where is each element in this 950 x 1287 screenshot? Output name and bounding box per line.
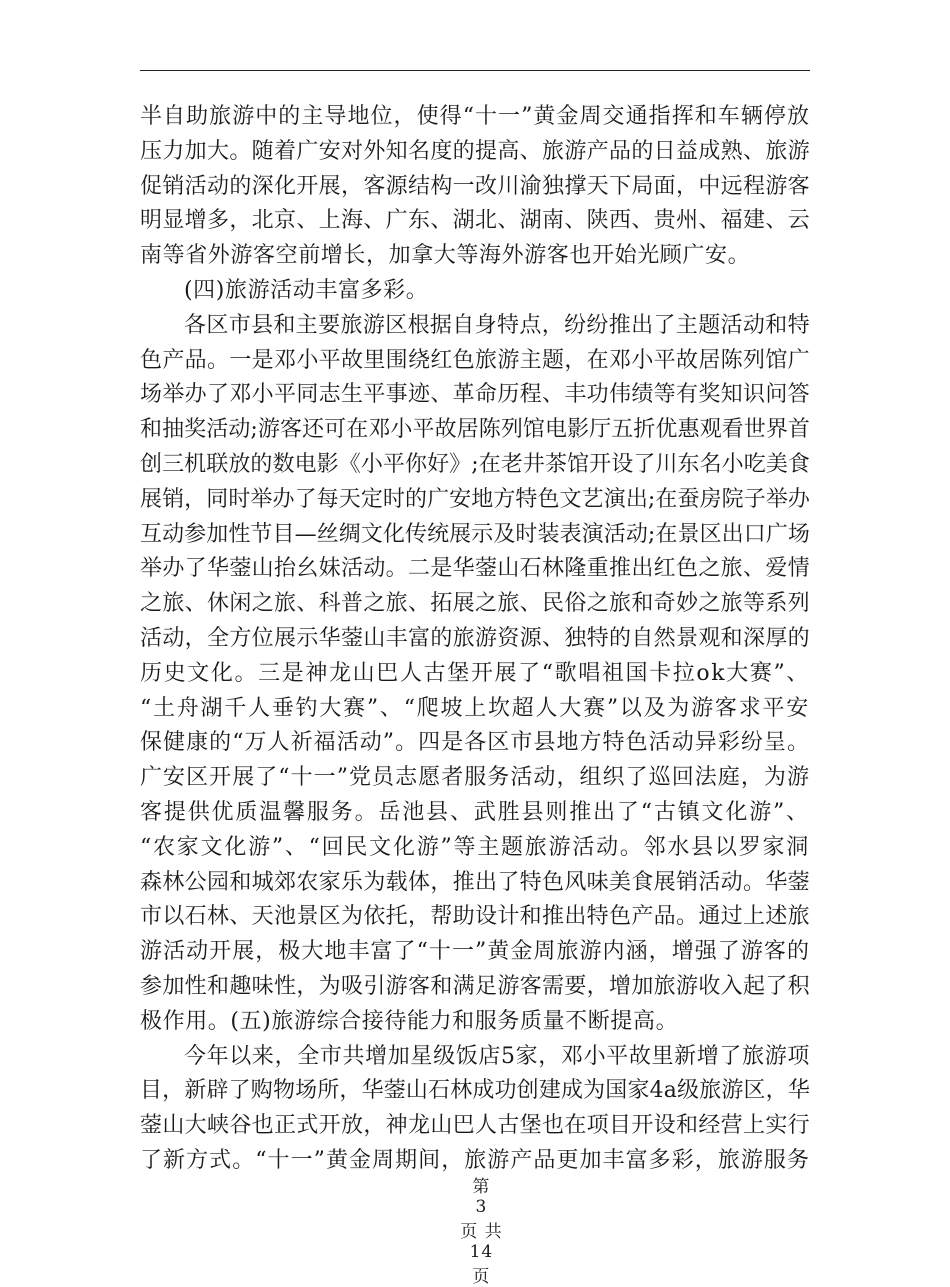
text-line: “农家文化游”、“回民文化游”等主题旅游活动。邻水县以罗家洞 [140,834,810,860]
text-line: 极作用。(五)旅游综合接待能力和服务质量不断提高。 [140,1008,679,1034]
text-line: (四)旅游活动丰富多彩。 [184,277,429,303]
text-line: 今年以来，全市共增加星级饭店5家，邓小平故里新增了旅游项 [184,1043,810,1069]
text-line: 蓥山大峡谷也正式开放，神龙山巴人古堡也在项目开设和经营上实行 [140,1113,810,1139]
footer-page-number: 3 [475,1197,488,1217]
text-line: 场举办了邓小平同志生平事迹、革命历程、丰功伟绩等有奖知识问答 [140,382,810,408]
text-line: 市以石林、天池景区为依托，帮助设计和推出特色产品。通过上述旅 [140,904,810,930]
text-line: 半自助旅游中的主导地位，使得“十一”黄金周交通指挥和车辆停放 [140,104,810,129]
footer-middle: 页 共 [460,1222,503,1242]
text-line: 森林公园和城郊农家乐为载体，推出了特色风味美食展销活动。华蓥 [140,869,810,895]
text-line: 保健康的“万人祈福活动”。四是各区市县地方特色活动异彩纷呈。 [140,730,810,756]
text-line: 之旅、休闲之旅、科普之旅、拓展之旅、民俗之旅和奇妙之旅等系列 [140,591,810,617]
text-line: 目，新辟了购物场所，华蓥山石林成功创建成为国家4a级旅游区，华 [140,1078,810,1104]
text-line: 压力加大。随着广安对外知名度的提高、旅游产品的日益成熟、旅游 [140,138,810,164]
text-line: 广安区开展了“十一”党员志愿者服务活动，组织了巡回法庭，为游 [140,765,810,791]
page-footer [0,1152,950,1287]
text-line: 色产品。一是邓小平故里围绕红色旅游主题，在邓小平故居陈列馆广 [140,347,810,373]
text-line: 展销，同时举办了每天定时的广安地方特色文艺演出;在蚕房院子举办 [140,486,810,512]
text-line: 举办了华蓥山抬幺妹活动。二是华蓥山石林隆重推出红色之旅、爱情 [140,556,810,582]
footer-suffix: 页 [472,1267,491,1287]
footer-prefix: 第 [472,1177,491,1197]
text-line: 和抽奖活动;游客还可在邓小平故居陈列馆电影厅五折优惠观看世界首 [140,417,810,443]
text-line: 促销活动的深化开展，客源结构一改川渝独撑天下局面，中远程游客 [140,173,810,199]
text-line: 明显增多，北京、上海、广东、湖北、湖南、陕西、贵州、福建、云 [140,208,810,234]
footer-total-pages: 14 [469,1242,494,1262]
text-line: 南等省外游客空前增长，加拿大等海外游客也开始光顾广安。 [140,243,751,269]
text-line: 参加性和趣味性，为吸引游客和满足游客需要，增加旅游收入起了积 [140,973,810,999]
text-line: 历史文化。三是神龙山巴人古堡开展了“歌唱祖国卡拉ok大赛”、 [140,660,810,686]
text-line: 客提供优质温馨服务。岳池县、武胜县则推出了“古镇文化游”、 [140,799,810,825]
text-line: 各区市县和主要旅游区根据自身特点，纷纷推出了主题活动和特 [184,312,810,338]
text-line: 创三机联放的数电影《小平你好》;在老井茶馆开设了川东名小吃美食 [140,451,810,477]
text-line: “土舟湖千人垂钓大赛”、“爬坡上坎超人大赛”以及为游客求平安 [140,695,810,721]
text-line: 互动参加性节目—丝绸文化传统展示及时装表演活动;在景区出口广场 [140,521,810,547]
header-rule [140,70,810,71]
text-line: 了新方式。“十一”黄金周期间，旅游产品更加丰富多彩，旅游服务 [140,1147,810,1173]
text-line: 活动，全方位展示华蓥山丰富的旅游资源、独特的自然景观和深厚的 [140,625,810,651]
document-body [140,100,810,1179]
text-line: 游活动开展，极大地丰富了“十一”黄金周旅游内涵，增强了游客的 [140,939,810,965]
